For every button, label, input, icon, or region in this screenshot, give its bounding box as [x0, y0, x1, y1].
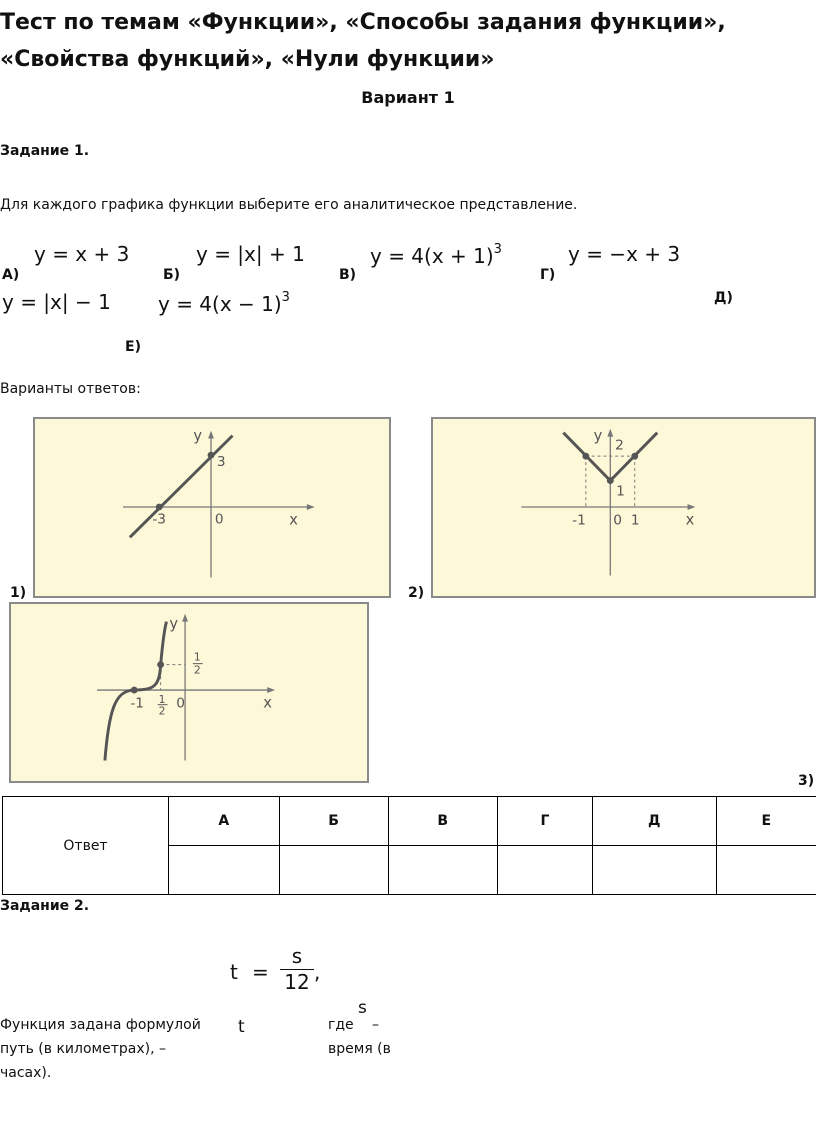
task2-dash: – — [372, 1017, 379, 1033]
option-letter-v: В) — [339, 267, 357, 283]
graph-3-point-half — [157, 661, 164, 668]
graph-3-frac-num-x: 1 — [158, 692, 166, 706]
answer-col-a: А — [169, 797, 280, 846]
graph-3-svg — [11, 604, 367, 781]
graph-3-point-inflection — [131, 687, 138, 694]
graph-1-x-label: x — [289, 511, 298, 529]
option-formula-e: $y = 4(x - 1)^3$ — [158, 290, 290, 316]
graph-2-tick-y1: 1 — [616, 483, 625, 500]
graph-1-tick-3: 3 — [216, 453, 226, 470]
task2-sym-t: t — [238, 1017, 245, 1037]
graph-1 — [33, 417, 391, 598]
graph-3-frac-den-y: 2 — [193, 663, 201, 677]
title-line-2: «Свойства функций», «Нули функции» — [0, 47, 495, 72]
graph-1-tick-0: 0 — [214, 511, 224, 528]
option-formula-g: y = −x + 3 — [568, 242, 681, 266]
task2-text-where: где — [328, 1017, 354, 1033]
answer-col-g: Г — [497, 797, 592, 846]
graph-2-y-label: y — [593, 427, 603, 445]
task2-formula-fraction — [280, 944, 314, 994]
graph-2-y-arrow — [607, 429, 613, 437]
task2-text-line2: путь (в километрах), – — [0, 1041, 166, 1057]
graph-3-tick-0: 0 — [176, 695, 186, 712]
graph-2-x-arrow — [688, 504, 696, 510]
answer-table — [2, 796, 816, 895]
task2-formula-comma: , — [314, 960, 321, 984]
graph-2-tick-0: 0 — [613, 512, 622, 529]
task2-formula-lhs: t — [230, 960, 238, 984]
graph-2-point-vertex — [607, 477, 614, 484]
task2-formula-eq: = — [252, 960, 269, 984]
graph-3-tick-neg1: -1 — [130, 695, 144, 712]
answer-cell-e[interactable] — [716, 846, 816, 895]
graph-3-frac-den-x: 2 — [158, 704, 166, 718]
option-letter-e: Е) — [125, 339, 141, 355]
variant-label: Вариант 1 — [361, 88, 455, 107]
option-letter-b: Б) — [163, 267, 181, 283]
title-line-1: Тест по темам «Функции», «Способы задания функции», — [0, 10, 726, 35]
task2-formula-den: 12 — [280, 969, 314, 994]
graph-3-label: 3) — [798, 773, 815, 789]
graph-3-x-arrow — [267, 687, 275, 693]
graph-2-point-left — [582, 453, 589, 460]
graph-3-x-label: x — [263, 694, 273, 712]
answer-cell-a[interactable] — [169, 846, 280, 895]
graph-1-point-x — [156, 504, 163, 511]
graph-3-y-label: y — [169, 615, 179, 633]
answer-col-v: В — [388, 797, 497, 846]
graph-1-point-y — [208, 452, 215, 459]
task2-text-line3: часах). — [0, 1065, 52, 1081]
answer-cell-d[interactable] — [593, 846, 717, 895]
graph-3 — [9, 602, 369, 783]
option-formula-a: y = x + 3 — [34, 242, 130, 266]
option-letter-a: А) — [2, 267, 20, 283]
graph-2-tick-1: 1 — [630, 512, 640, 529]
graph-1-x-arrow — [307, 504, 315, 510]
page-title — [0, 4, 810, 78]
answer-col-b: Б — [279, 797, 388, 846]
graph-2 — [431, 417, 816, 598]
option-letter-d: Д) — [714, 290, 733, 306]
graph-2-tick-neg1: -1 — [572, 512, 586, 529]
answer-cell-v[interactable] — [388, 846, 497, 895]
graph-1-svg — [35, 419, 389, 596]
graph-3-frac-num-y: 1 — [193, 650, 201, 664]
task1-instruction: Для каждого графика функции выберите его аналитическое представление. — [0, 197, 578, 213]
graph-2-point-right — [631, 453, 638, 460]
graph-1-y-label: y — [193, 427, 203, 445]
task2-text-line1: Функция задана формулой — [0, 1017, 201, 1033]
option-formula-b: y = |x| + 1 — [196, 242, 305, 266]
graph-2-tick-2: 2 — [615, 437, 624, 454]
option-letter-g: Г) — [540, 267, 556, 283]
graph-1-label: 1) — [10, 585, 27, 601]
graph-1-y-arrow — [208, 431, 214, 439]
task2-heading: Задание 2. — [0, 898, 90, 914]
graph-2-x-label: x — [685, 511, 695, 529]
option-formula-d: y = |x| − 1 — [2, 290, 111, 314]
option-formula-v: $y = 4(x + 1)^3$ — [370, 242, 502, 268]
answer-col-d: Д — [593, 797, 717, 846]
graph-2-svg — [433, 419, 814, 596]
answers-label: Варианты ответов: — [0, 381, 141, 397]
answer-cell-b[interactable] — [279, 846, 388, 895]
graph-1-tick-neg3: -3 — [152, 511, 167, 528]
task2-formula-num: s — [291, 944, 303, 968]
answer-col-e: Е — [716, 797, 816, 846]
graph-3-y-arrow — [182, 614, 188, 622]
graph-2-label: 2) — [408, 585, 425, 601]
answer-cell-g[interactable] — [497, 846, 592, 895]
task1-heading: Задание 1. — [0, 143, 90, 159]
task2-text-time: время (в — [328, 1041, 391, 1057]
answer-row-label: Ответ — [3, 797, 169, 895]
task2-sym-s: s — [358, 998, 367, 1018]
